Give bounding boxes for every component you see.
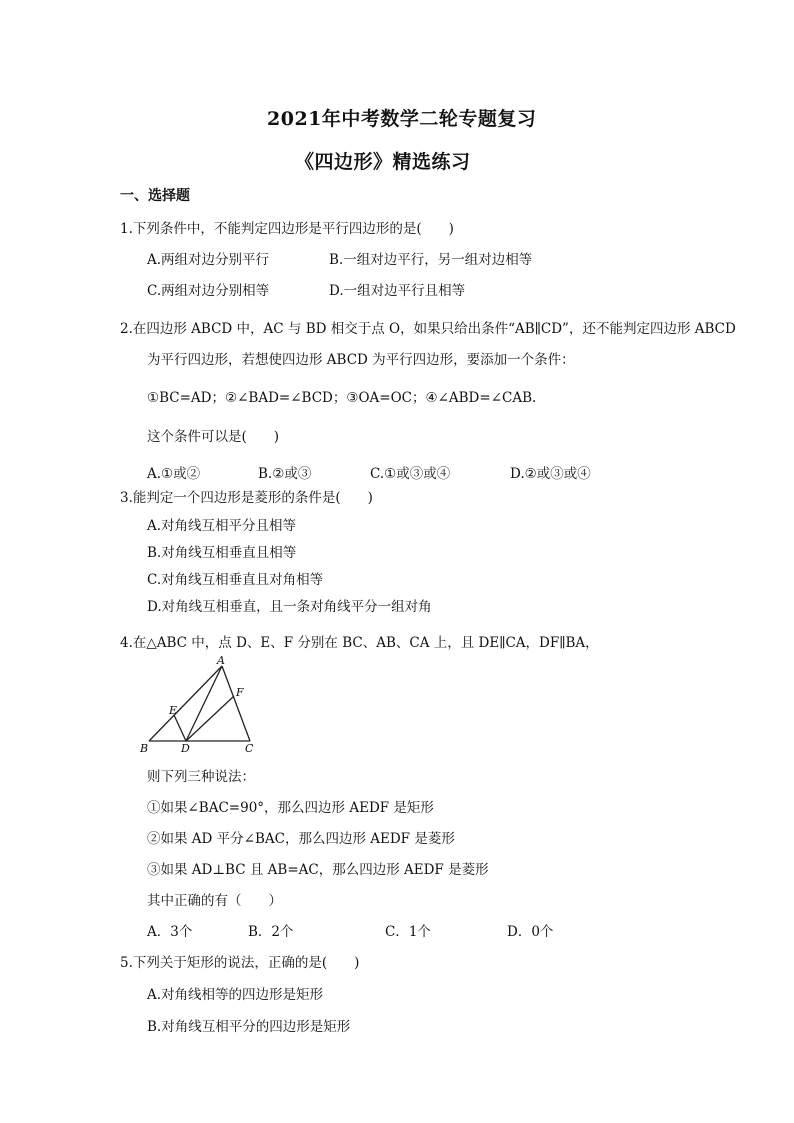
- q4-option-a: A．3个: [147, 924, 193, 940]
- q3-stem: 3.能判定一个四边形是菱形的条件是( ): [120, 490, 373, 506]
- q4-option-c: C．1个: [385, 924, 431, 940]
- q3-option-d: D.对角线互相垂直，且一条对角线平分一组对角: [147, 599, 432, 615]
- q4-statement-1: ①如果∠BAC=90°，那么四边形 AEDF 是矩形: [147, 800, 434, 816]
- q2-stem-line1: 2.在四边形 ABCD 中，AC 与 BD 相交于点 O，如果只给出条件“AB∥CD”，还不能判定四边形 ABCD: [120, 321, 736, 337]
- q2-option-a: A.①或②: [147, 466, 201, 482]
- q3-option-c: C.对角线互相垂直且对角相等: [147, 572, 324, 588]
- q5-option-b: B.对角线互相平分的四边形是矩形: [147, 1019, 351, 1035]
- segment-ab: [149, 666, 222, 741]
- label-f: F: [236, 686, 244, 699]
- q2-option-d: D.②或③或④: [510, 466, 591, 482]
- label-d: D: [181, 742, 190, 754]
- q5-stem: 5.下列关于矩形的说法，正确的是( ): [120, 955, 360, 971]
- q2-stem-line2: 为平行四边形，若想使四边形 ABCD 为平行四边形，要添加一个条件：: [147, 352, 575, 368]
- q1-option-a: A.两组对边分别平行: [147, 252, 270, 268]
- q3-option-b: B.对角线互相垂直且相等: [147, 545, 297, 561]
- triangle-figure: [140, 652, 265, 754]
- section-heading: 一、选择题: [120, 188, 190, 204]
- q4-stem: 4.在△ABC 中，点 D、E、F 分别在 BC、AB、CA 上，且 DE∥CA，DF∥BA，: [120, 635, 599, 651]
- label-e: E: [169, 704, 178, 717]
- q4-statement-3: ③如果 AD⊥BC 且 AB=AC，那么四边形 AEDF 是菱形: [147, 862, 489, 878]
- q1-option-d: D.一组对边平行且相等: [329, 283, 466, 299]
- segment-de: [174, 715, 186, 741]
- q1-stem: 1.下列条件中，不能判定四边形是平行四边形的是( ): [120, 221, 454, 237]
- q4-option-d: D．0个: [507, 924, 554, 940]
- label-b: B: [140, 742, 149, 754]
- segment-df: [186, 696, 234, 741]
- segment-ad: [186, 666, 222, 741]
- q4-ask: 其中正确的有（ ）: [147, 893, 282, 909]
- page-title: 2021年中考数学二轮专题复习: [267, 108, 537, 130]
- q2-option-b: B.②或③: [258, 466, 312, 482]
- label-a: A: [217, 654, 225, 667]
- page-subtitle: 《四边形》精选练习: [295, 151, 471, 173]
- q1-option-b: B.一组对边平行，另一组对边相等: [329, 252, 533, 268]
- q4-option-b: B．2个: [248, 924, 294, 940]
- q4-lead: 则下列三种说法：: [147, 769, 255, 785]
- q2-ask: 这个条件可以是( ): [147, 429, 280, 445]
- q5-option-a: A.对角线相等的四边形是矩形: [147, 987, 324, 1003]
- q2-conditions: ①BC=AD；②∠BAD=∠BCD；③OA=OC；④∠ABD=∠CAB.: [147, 390, 537, 406]
- q1-option-c: C.两组对边分别相等: [147, 283, 270, 299]
- label-c: C: [245, 742, 254, 754]
- q3-option-a: A.对角线互相平分且相等: [147, 518, 297, 534]
- q2-option-c: C.①或③或④: [370, 466, 451, 482]
- q4-statement-2: ②如果 AD 平分∠BAC，那么四边形 AEDF 是菱形: [147, 831, 455, 847]
